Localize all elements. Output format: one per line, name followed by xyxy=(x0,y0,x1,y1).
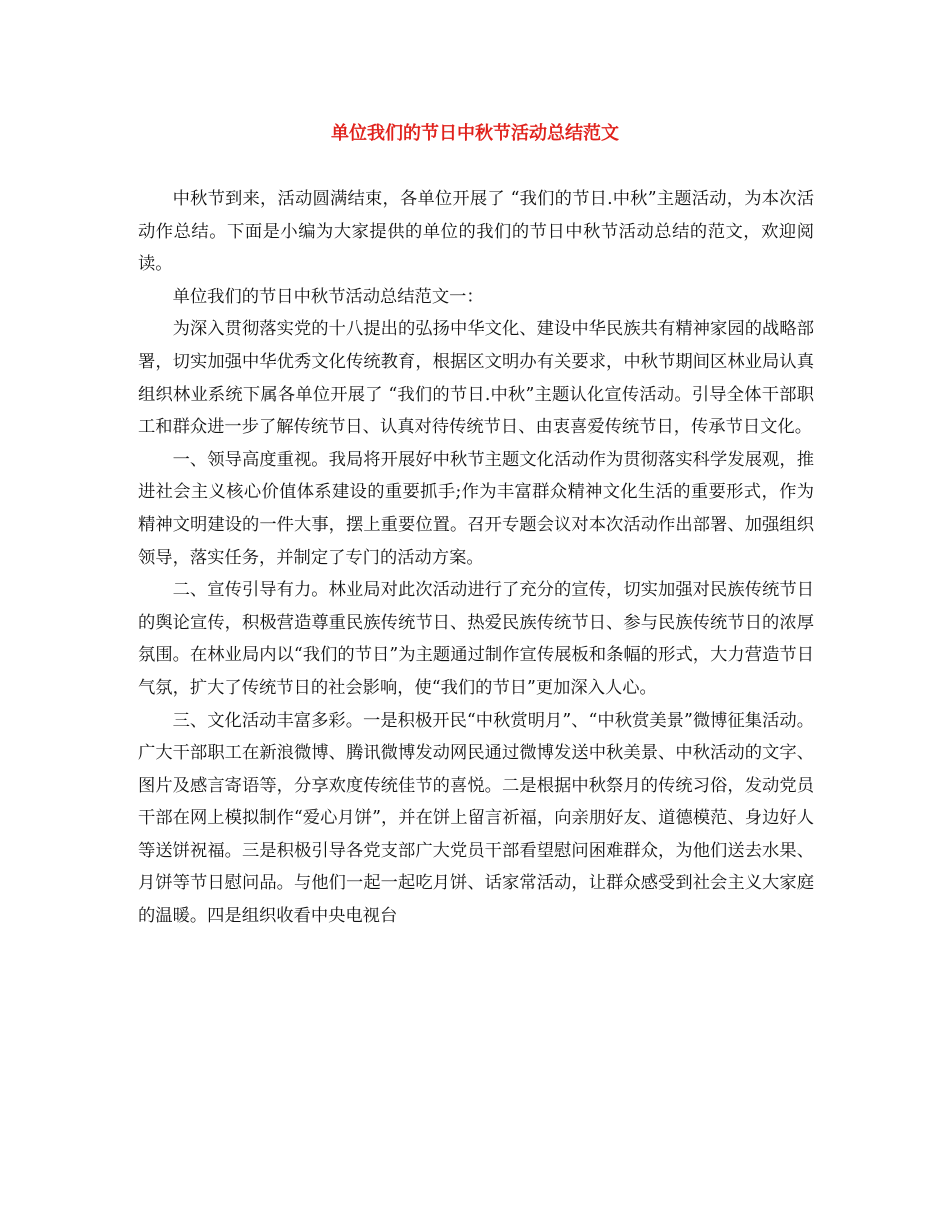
paragraph-intro: 中秋节到来，活动圆满结束，各单位开展了 “我们的节日.中秋”主题活动，为本次活动作总结。下面是小编为大家提供的单位的我们的节日中秋节活动总结的范文，欢迎阅读。 xyxy=(138,189,814,275)
paragraph-background: 为深入贯彻落实党的十八提出的弘扬中华文化、建设中华民族共有精神家园的战略部署，切实加强中华优秀文化传统教育，根据区文明办有关要求，中秋节期间区林业局认真组织林业系统下属各单位开展了 “我们的节日.中秋”主题认化宣传活动。引导全体干部职工和群众进一步了解传统节日、认真对待传统节日、由衷喜爱传统节日，传承节日文化。 xyxy=(138,319,814,438)
paragraph-point-one: 一、领导高度重视。我局将开展好中秋节主题文化活动作为贯彻落实科学发展观，推进社会主义核心价值体系建设的重要抓手;作为丰富群众精神文化生活的重要形式，作为精神文明建设的一件大事，摆上重要位置。召开专题会议对本次活动作出部署、加强组织领导，落实任务，并制定了专门的活动方案。 xyxy=(138,449,814,568)
paragraph-section-heading: 单位我们的节日中秋节活动总结范文一： xyxy=(172,286,484,307)
document-body xyxy=(138,183,814,933)
paragraph-point-two: 二、宣传引导有力。林业局对此次活动进行了充分的宣传，切实加强对民族传统节日的舆论宣传，积极营造尊重民族传统节日、热爱民族传统节日、参与民族传统节日的浓厚氛围。在林业局内以“我们的节日”为主题通过制作宣传展板和条幅的形式，大力营造节日气氛，扩大了传统节日的社会影响，使“我们的节日”更加深入人心。 xyxy=(138,580,814,698)
paragraph-point-three: 三、文化活动丰富多彩。一是积极开民“中秋赏明月”、“中秋赏美景”微博征集活动。广大干部职工在新浪微博、腾讯微博发动网民通过微博发送中秋美景、中秋活动的文字、图片及感言寄语等，分享欢度传统佳节的喜悦。二是根据中秋祭月的传统习俗，发动党员干部在网上模拟制作“爱心月饼”，并在饼上留言祈福，向亲朋好友、道德模范、身边好人等送饼祝福。三是积极引导各党支部广大党员干部看望慰问困难群众，为他们送去水果、月饼等节日慰问品。与他们一起一起吃月饼、话家常活动，让群众感受到社会主义大家庭的温暖。四是组织收看中央电视台 xyxy=(138,710,814,927)
document-title: 单位我们的节日中秋节活动总结范文 xyxy=(331,123,619,144)
